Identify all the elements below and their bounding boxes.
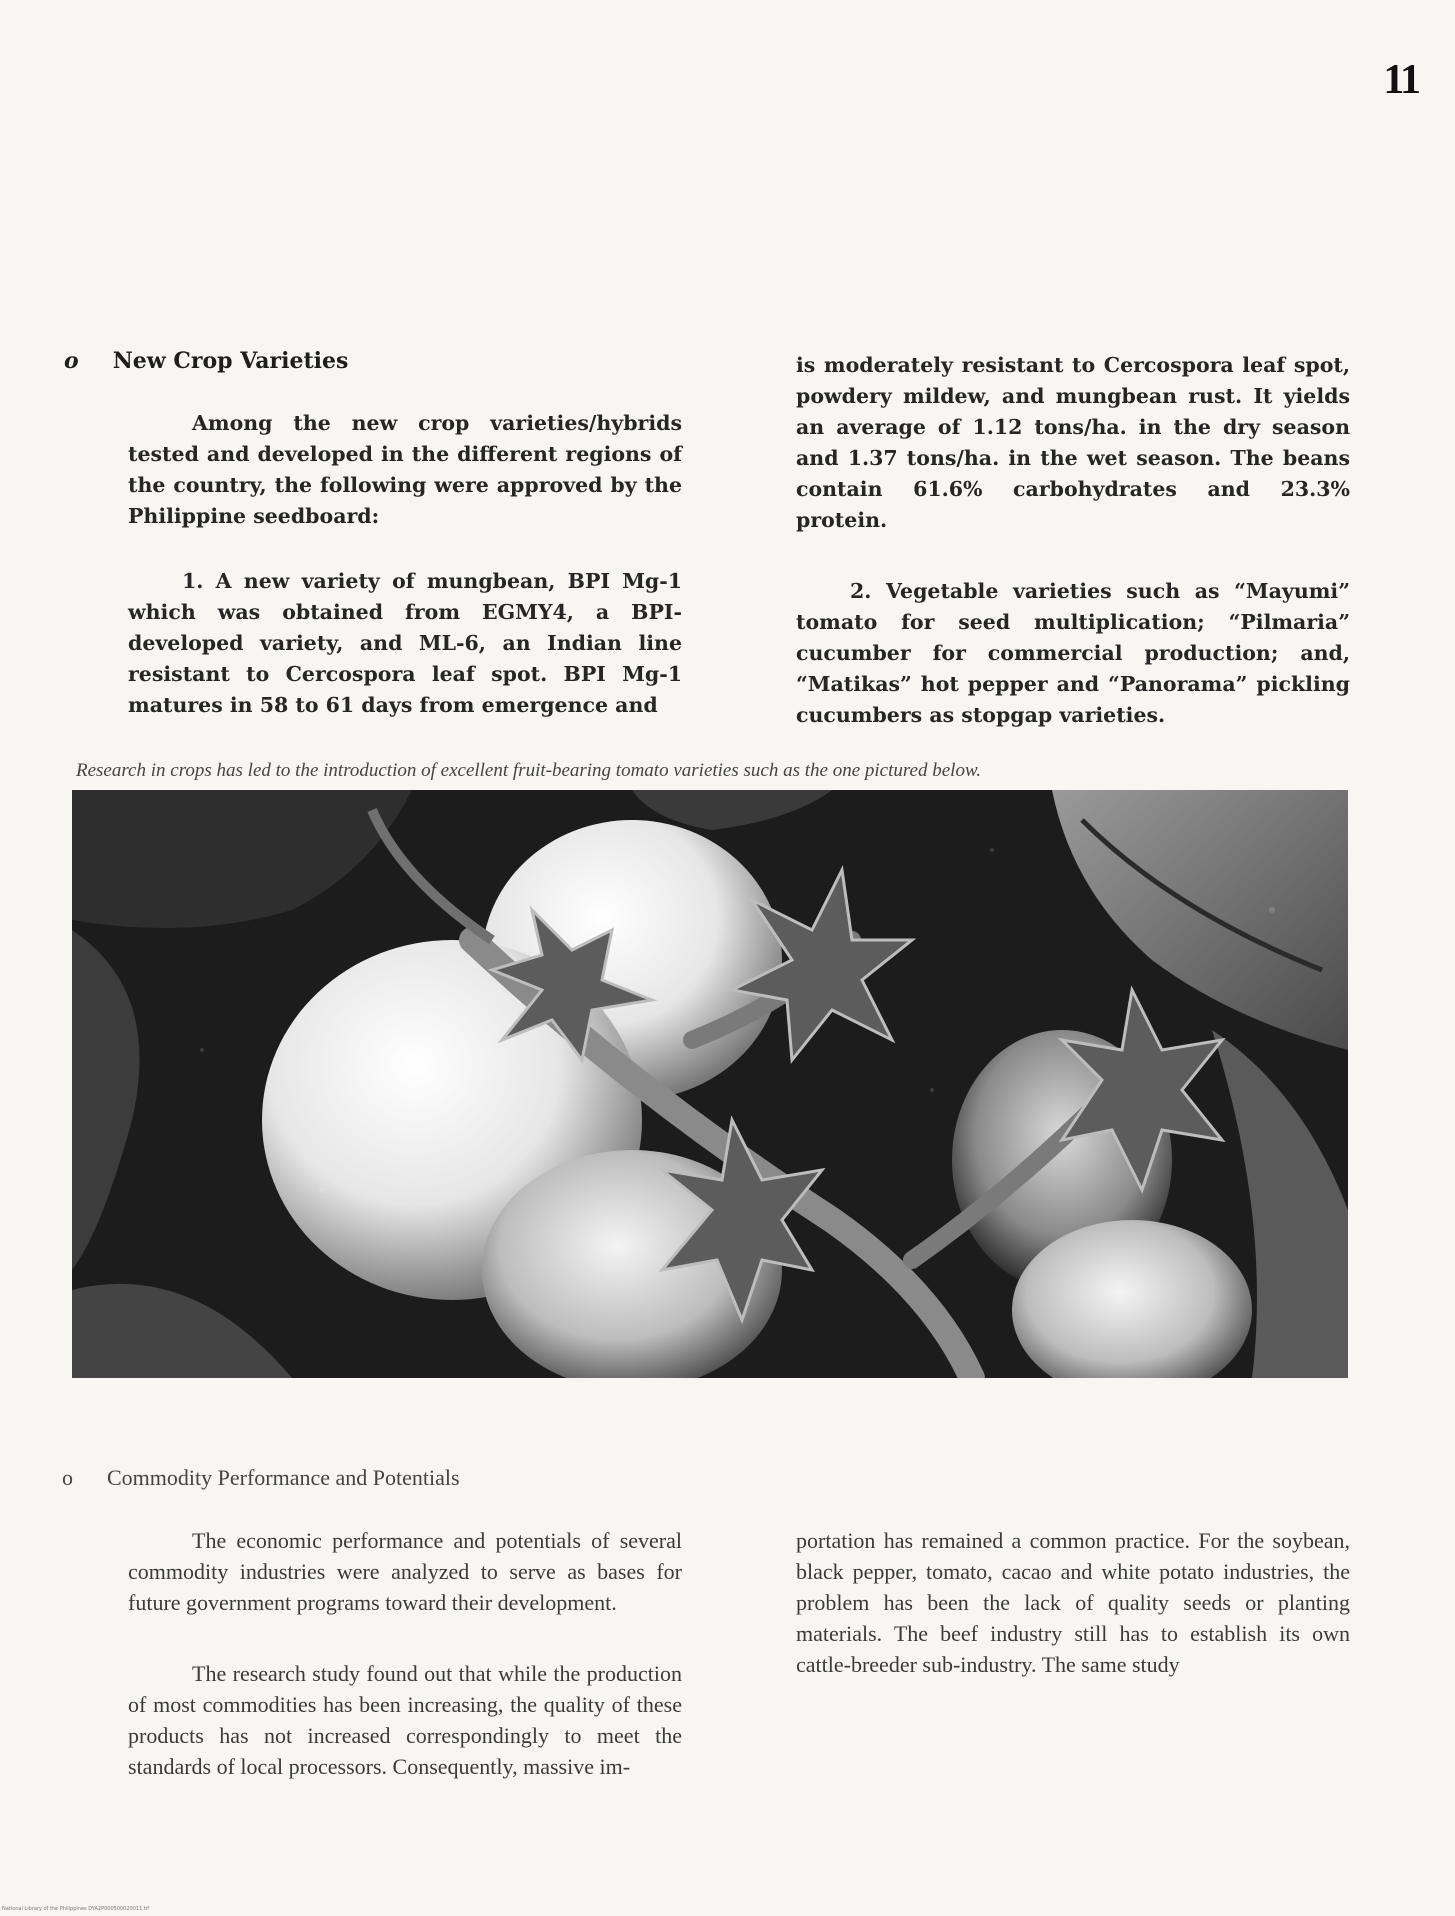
section-title: Commodity Performance and Potentials: [107, 1465, 460, 1490]
paragraph-economic-performance: The economic performance and potentials of several commodity industries were analyzed to serve as bases for future government programs toward their development.: [128, 1528, 682, 1615]
page-number: 11: [1383, 57, 1419, 103]
section-heading-new-crop-varieties: [64, 348, 348, 374]
bullet: o: [64, 348, 79, 374]
section-title: New Crop Varieties: [112, 348, 349, 374]
paragraph-item-2: 2. Vegetable varieties such as “Mayumi” tomato for seed multiplication; “Pilmaria” cucumber for commercial production; and, “Matikas” hot pepper and “Panorama” pickling cucumbers as stopgap varieties.: [796, 579, 1350, 727]
paragraph-intro: Among the new crop varieties/hybrids tested and developed in the different regions of the country, the following were approved by the Philippine seedboard:: [128, 411, 682, 528]
paragraph-item-1: 1. A new variety of mungbean, BPI Mg-1 which was obtained from EGMY4, a BPI-developed variety, and ML-6, an Indian line resistant to Cercospora leaf spot. BPI Mg-1 matures in 58 to 61 days from emergence and: [128, 569, 682, 717]
column-left-top: [128, 408, 682, 755]
paragraph-research-study: The research study found out that while the production of most commodities has been increasing, the quality of these products has not increased correspondingly to meet the standards of local processors. Consequently, massive im-: [128, 1661, 682, 1779]
column-left-bottom: [128, 1525, 682, 1822]
bullet: o: [62, 1465, 73, 1490]
column-right-bottom: [796, 1525, 1350, 1714]
tomato-photo: [72, 790, 1348, 1378]
scan-footer: National Library of the Philippines DYA2P000500020011.tif: [2, 1906, 149, 1912]
paragraph-research-study-continued: portation has remained a common practice. For the soybean, black pepper, tomato, cacao and white potato industries, the problem has been the lack of quality seeds or planting materials. The beef industry still has to establish its own cattle-breeder sub-industry. The same study: [796, 1528, 1350, 1677]
paragraph-item-1-continued: is moderately resistant to Cercospora leaf spot, powdery mildew, and mungbean rust. It yields an average of 1.12 tons/ha. in the dry season and 1.37 tons/ha. in the wet season. The beans contain 61.6% carbohydrates and 23.3% protein.: [796, 353, 1350, 532]
figure-caption: Research in crops has led to the introduction of excellent fruit-bearing tomato varieties such as the one pictured below.: [76, 760, 981, 781]
section-heading-commodity-performance: [62, 1465, 460, 1491]
tomato-photo-illustration: [72, 790, 1348, 1378]
column-right-top: [796, 350, 1350, 765]
